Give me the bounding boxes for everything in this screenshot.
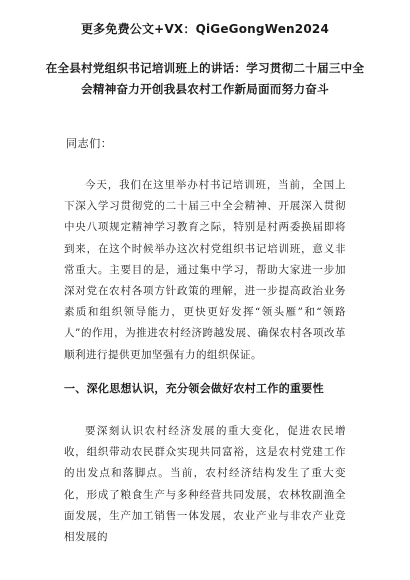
header-watermark: 更多免费公文+VX：QiGeGongWen2024 xyxy=(80,22,329,36)
document-title: 在全县村党组织书记培训班上的讲话：学习贯彻二十届三中全会精神奋力开创我县农村工作新局面而努力奋斗 xyxy=(45,61,365,96)
paragraph-2: 要深刻认识农村经济发展的重大变化，促进农民增收，组织带动农民群众实现共同富裕，这是农村党建工作的出发点和落脚点。当前，农村经济结构发生了重大变化，形成了粮食生产与多种经营共同发展，农林牧副渔全面发展，生产加工销售一体发展，农业产业与非农产业竞相发展的 xyxy=(64,425,346,544)
paragraph-1: 今天，我们在这里举办村书记培训班，当前，全国上下深入学习贯彻党的二十届三中全会精神、开展深入贯彻中央八项规定精神学习教育之际，特别是村两委换届即将到来，在这个时候举办这次村党组织书记培训班，意义非常重大。主要目的是，通过集中学习，帮助大家进一步加深对党在农村各项方针政策的理解，进一步提高政治业务素质和组织领导能力，更快更好发挥“领头雁”和“领路人”的作用，为推进农村经济跨越发展、确保农村各项改革顺利进行提供更加坚强有力的组织保证。 xyxy=(64,179,346,361)
greeting: 同志们： xyxy=(66,137,113,150)
section-heading-1: 一、深化思想认识，充分领会做好农村工作的重要性 xyxy=(64,382,324,395)
